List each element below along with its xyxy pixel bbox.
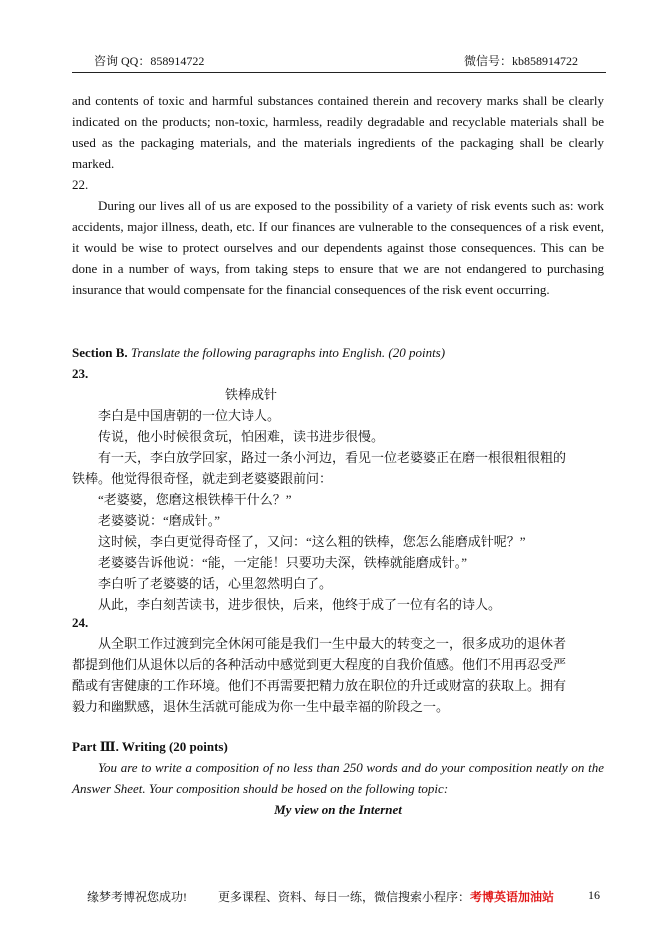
paragraph-line: 酷或有害健康的工作环境。他们不再需要把精力放在职位的升迁或财富的获取上。拥有 [72, 678, 567, 693]
section-b-instruction: Translate the following paragraphs into English. (20 points) [130, 345, 446, 360]
q22-text: During our lives all of us are exposed to the possibility of a variety of risk events such as: work accidents, major illness, death, etc. If our finances are vulnerable to the consequences of a risk event, it would be wise to protect ourselves and our dependents against those consequences. This can be done in a number of ways, from taking steps to ensure that we are not endangered to purchasing insurance that would compensate for the financial consequences of the risk event occurring. [72, 198, 604, 297]
page-number: 16 [588, 888, 600, 902]
paragraph-line: 李白是中国唐朝的一位大诗人。 [98, 408, 281, 423]
part3-instruction: You are to write a composition of no less than 250 words and do your composition neatly on the Answer Sheet. Your composition should be hosed on the following topic: [72, 760, 604, 796]
paragraph-line: 老婆婆说：“磨成针。” [98, 513, 221, 528]
footer-brand: 考博英语加油站 [470, 890, 555, 904]
section-b-label: Section B. [72, 345, 128, 360]
q21-tail: and contents of toxic and harmful substances contained therein and recovery marks shall be clearly indicated on the products; non-toxic, harmless, readily degradable and recyclable materials shall be used as the packaging materials, and the materials ingredients of the packaging shall be clearly marked. [72, 93, 604, 171]
section-b-heading [72, 342, 604, 363]
part3-heading: Part Ⅲ. Writing (20 points) [72, 739, 228, 754]
paragraph-line: 这时候，李白更觉得奇怪了，又问：“这么粗的铁棒，您怎么能磨成针呢？” [98, 534, 526, 549]
footer-left: 缘梦考博祝您成功! [87, 890, 187, 904]
paragraph-line: 有一天，李白放学回家，路过一条小河边，看见一位老婆婆正在磨一根很粗很粗的 [98, 450, 567, 465]
q22-number: 22. [72, 177, 89, 192]
paragraph-line: 都提到他们从退休以后的各种活动中感觉到更大程度的自我价值感。他们不用再忍受严 [72, 657, 567, 672]
part3-topic: My view on the Internet [274, 802, 402, 817]
paragraph-line: 李白听了老婆婆的话，心里忽然明白了。 [98, 576, 333, 591]
paragraph-line: 从全职工作过渡到完全休闲可能是我们一生中最大的转变之一，很多成功的退休者 [98, 636, 567, 651]
footer-middle-text: 更多课程、资料、每日一练，微信搜索小程序： [218, 890, 471, 904]
paragraph-line: “老婆婆，您磨这根铁棒干什么？” [98, 492, 292, 507]
q23-body [72, 405, 604, 615]
paragraph-line: 老婆婆告诉他说：“能，一定能！只要功夫深，铁棒就能磨成针。” [98, 555, 468, 570]
paragraph-line: 毅力和幽默感，退休生活就可能成为你一生中最幸福的阶段之一。 [72, 699, 450, 714]
header-left: 咨询 QQ：858914722 [94, 54, 205, 68]
q24-number: 24. [72, 615, 89, 630]
header-rule [72, 72, 606, 73]
paragraph-line: 从此，李白刻苦读书，进步很快，后来，他终于成了一位有名的诗人。 [98, 597, 502, 612]
q23-title: 铁棒成针 [225, 387, 278, 402]
q23-number: 23. [72, 366, 89, 381]
paragraph-line: 传说，他小时候很贪玩，怕困难，读书进步很慢。 [98, 429, 385, 444]
footer-middle [218, 888, 554, 905]
header-right: 微信号：kb858914722 [463, 54, 578, 68]
q24-body [72, 633, 604, 717]
paragraph-line: 铁棒。他觉得很奇怪，就走到老婆婆跟前问： [72, 471, 333, 486]
